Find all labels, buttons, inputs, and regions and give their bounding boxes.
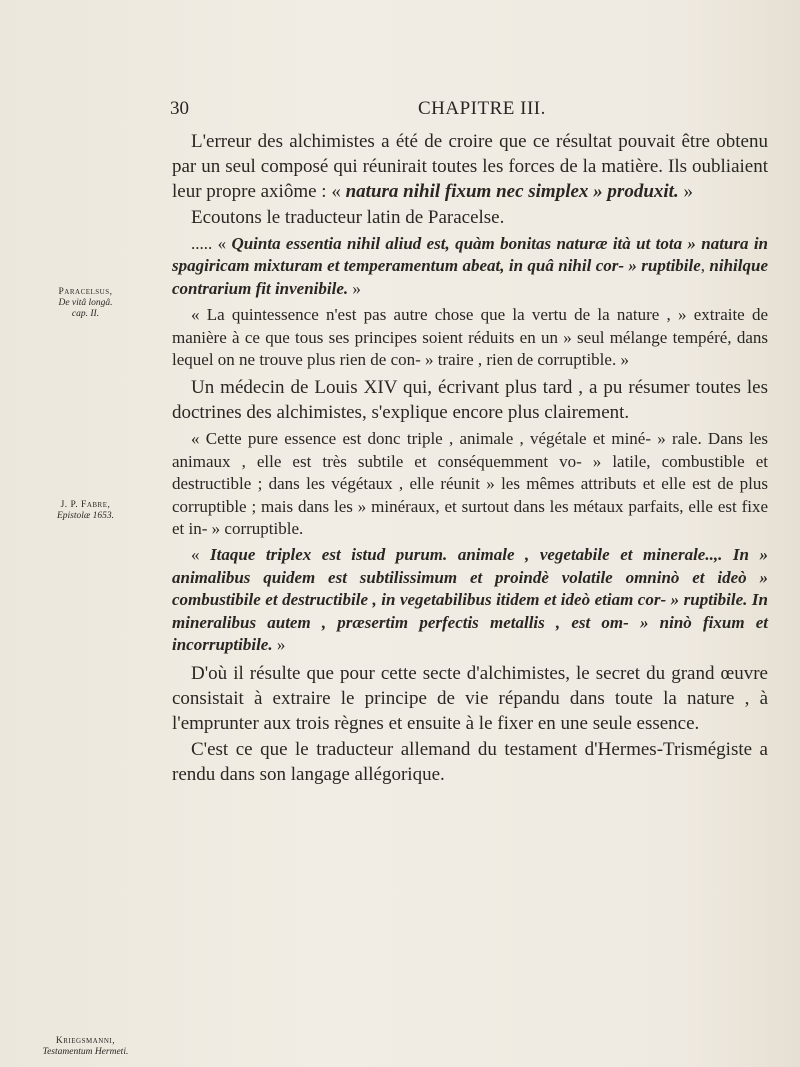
margin-note-work: De vitâ longâ.: [58, 298, 113, 308]
french-quotation: « La quintessence n'est pas autre chose que la vertu de la nature , » extraite de manière à ce que tous ses principes soient réduits en un » seul mélange tempéré, dans lequel on ne trouve plus rien de con- » traire , rien de corruptible. »: [172, 305, 768, 370]
margin-note-work: Testamentum Hermeti.: [42, 1047, 129, 1057]
margin-note-author: Kriegsmanni,: [55, 1036, 116, 1046]
margin-note-work: cap. II.: [71, 309, 100, 319]
page-number: 30: [170, 98, 189, 119]
margin-note-fabre: [18, 500, 153, 522]
margin-note-work: Epistolæ 1653.: [56, 511, 114, 521]
latin-axiom: natura nihil fixum nec simplex » produxit.: [345, 181, 679, 202]
latin-quotation: ..... « Quinta essentia nihil aliud est, quàm bonitas naturæ ità ut tota » natura in spagiricam mixturam et temperamentum abeat, in quâ nihil cor- » ruptibile, nihilque contrarium fit invenibile. »: [172, 234, 769, 298]
margin-note-paracelsus: [18, 287, 153, 320]
french-quotation: « Cette pure essence est donc triple , animale , végétale et miné- » rale. Dans les animaux , elle est très subtile et conséquemment vo- » latile, combustible et destructible ; dans les végétaux , elle réunit » les mêmes attributs et elle est de plus corruptible ; mais dans les » minéraux, et surtout dans les métaux parfaits, elle est fixe et in- » corruptible.: [172, 429, 768, 539]
latin-quotation: « Itaque triplex est istud purum. animale , vegetabile et minerale..,. In » animalibus quidem est subtilissimum et proindè volatile omninò et ideò » combustibile et destructibile , in vegetabilibus itidem et ideò etiam cor- » ruptibile. In mineralibus autem , præsertim perfectis metallis , est om- » ninò fixum et incorruptibile. »: [172, 545, 768, 655]
margin-note-author: Paracelsus,: [58, 287, 113, 297]
paragraph: Ecoutons le traducteur latin de Paracelse.: [191, 207, 505, 228]
margin-note-author: J. P. Fabre,: [60, 500, 111, 510]
chapter-title: CHAPITRE III.: [418, 98, 546, 119]
paragraph: D'où il résulte que pour cette secte d'alchimistes, le secret du grand œuvre consistait à extraire le principe de vie répandu dans toute la nature , à l'emprunter aux trois règnes et ensuite à le fixer en une seule essence.: [172, 662, 768, 734]
main-text: [172, 129, 768, 788]
paragraph: C'est ce que le traducteur allemand du testament d'Hermes-Trismégiste a rendu dans son langage allégorique.: [172, 738, 768, 785]
margin-note-kriegsmann: [18, 1036, 153, 1058]
paragraph: L'erreur des alchimistes a été de croire que ce résultat pouvait être obtenu par un seul composé qui réunirait toutes les forces de la matière. Ils oubliaient leur propre axiôme : « natura nihil fixum nec simplex » produxit. »: [172, 131, 768, 202]
paragraph: Un médecin de Louis XIV qui, écrivant plus tard , a pu résumer toutes les doctrines des alchimistes, s'explique encore plus clairement.: [172, 377, 768, 424]
